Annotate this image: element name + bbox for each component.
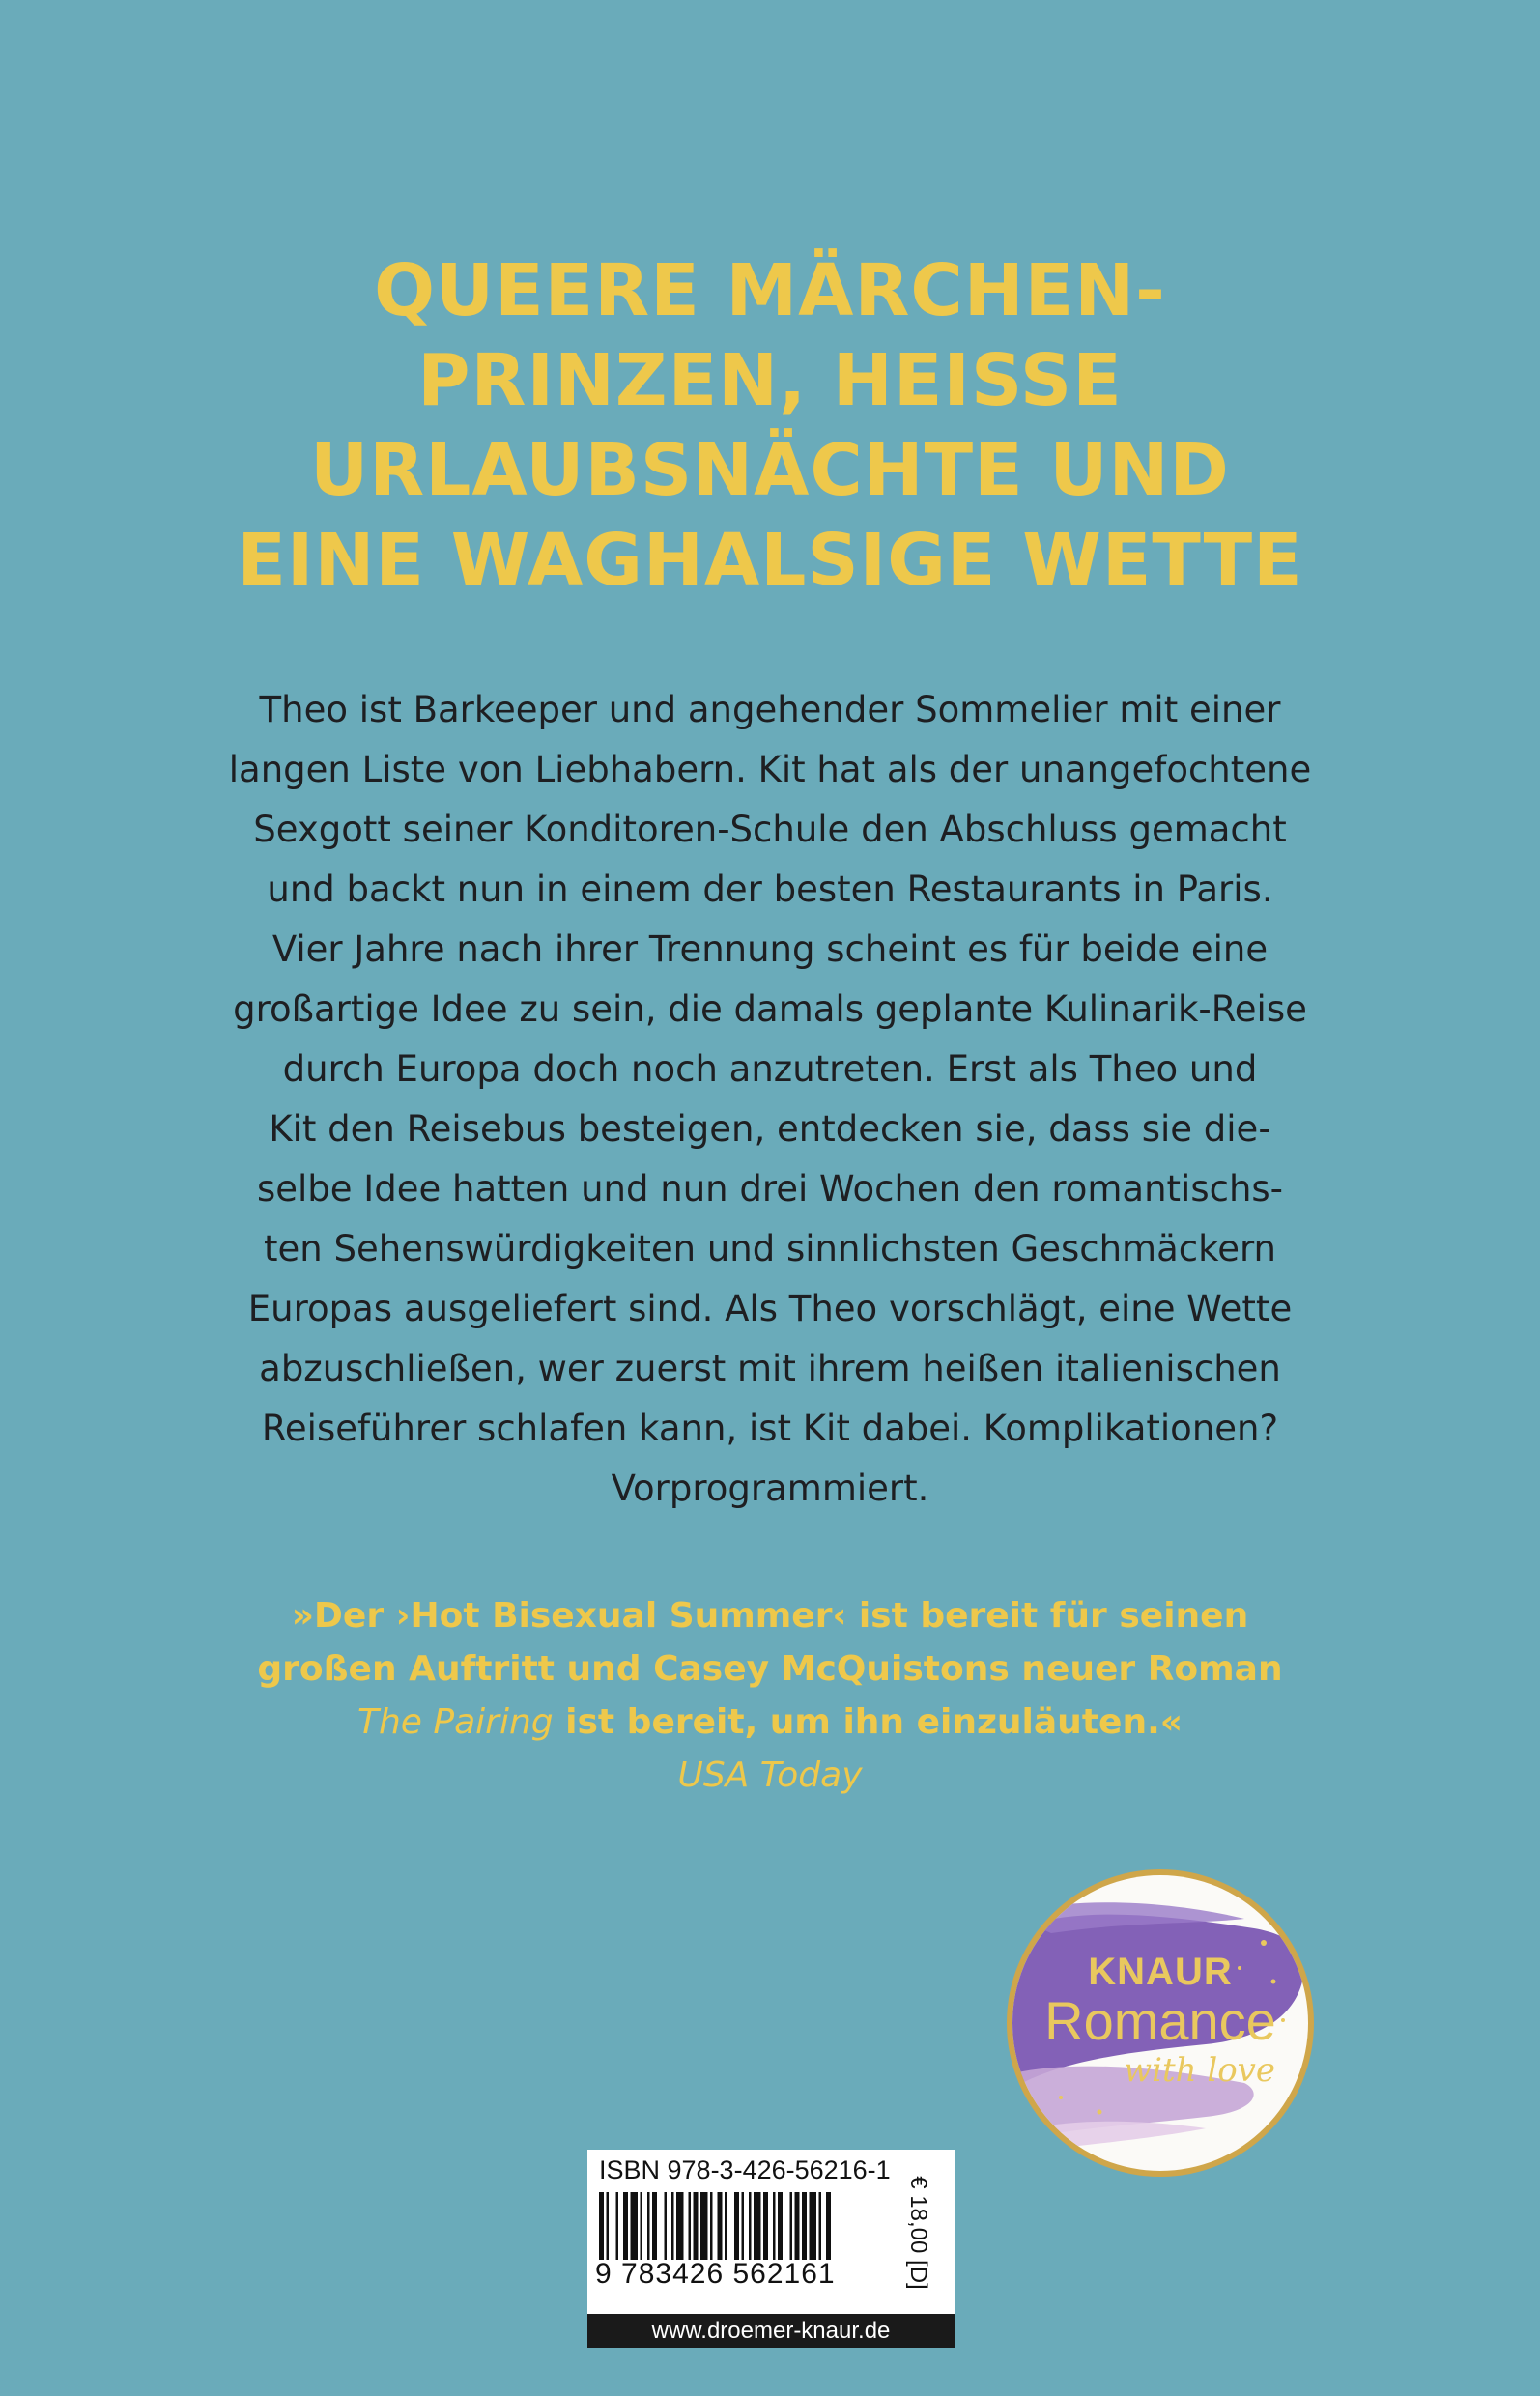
blurb-line: ten Sehenswürdigkeiten und sinnlichsten Geschmäckern [264, 1228, 1276, 1269]
barcode-bar [725, 2192, 727, 2260]
barcode-bar [631, 2192, 639, 2260]
barcode-bar [710, 2192, 713, 2260]
barcode-bar [773, 2192, 776, 2260]
quote-source: USA Today [677, 1755, 863, 1795]
barcode-bar [810, 2192, 817, 2260]
blurb-line: Vier Jahre nach ihrer Trennung scheint es für beide eine [271, 928, 1269, 970]
headline-line: QUEERE MÄRCHEN- [374, 249, 1166, 332]
barcode-bar [754, 2192, 761, 2260]
blurb-line: durch Europa doch noch anzutreten. Erst als Theo und [282, 1048, 1258, 1090]
barcode-bar [795, 2192, 800, 2260]
barcode-bar [694, 2192, 699, 2260]
barcode-bar [616, 2192, 619, 2260]
barcode-bar [671, 2192, 674, 2260]
quote-line [145, 1696, 1395, 1749]
barcode-bar [652, 2192, 657, 2260]
barcode-bar [599, 2192, 604, 2260]
barcode-bar [763, 2192, 768, 2260]
barcode-bar [819, 2192, 822, 2260]
blurb-line: Reiseführer schlafen kann, ist Kit dabei. Komplikationen? [261, 1408, 1279, 1449]
blurb-line: Sexgott seiner Konditoren-Schule den Abschluss gemacht [253, 809, 1287, 850]
review-quote [145, 1589, 1395, 1802]
barcode-digits: 9 783426 562161 [595, 2258, 836, 2290]
barcode-bar [742, 2192, 745, 2260]
barcode-bar [749, 2192, 752, 2260]
blurb-line: abzuschließen, wer zuerst mit ihrem heißen italienischen [259, 1348, 1281, 1389]
headline-line: PRINZEN, HEISSE [417, 339, 1123, 422]
headline-line: URLAUBSNÄCHTE UND [310, 429, 1230, 512]
barcode-bar [778, 2192, 783, 2260]
barcode-bar [700, 2192, 708, 2260]
blurb-line: langen Liste von Liebhabern. Kit hat als der unangefochtene [228, 749, 1312, 790]
barcode-bar [607, 2192, 610, 2260]
barcode-bar [641, 2192, 643, 2260]
barcode-bar [689, 2192, 692, 2260]
quote-line: »Der ›Hot Bisexual Summer‹ ist bereit für seinen [291, 1596, 1249, 1636]
blurb-line: Theo ist Barkeeper und angehender Sommelier mit einer [259, 689, 1281, 730]
publisher-url: www.droemer-knaur.de [587, 2314, 955, 2348]
badge-line: Romance [1044, 1990, 1276, 2051]
quote-line-rest: ist bereit, um ihn einzuläuten.« [553, 1702, 1183, 1742]
price-label: € 18,00 [D] [905, 2176, 931, 2290]
barcode-bar [790, 2192, 793, 2260]
blurb-line: großartige Idee zu sein, die damals geplante Kulinarik-Reise [233, 988, 1307, 1030]
barcode-graphic [599, 2192, 889, 2260]
isbn-text: ISBN 978-3-426-56216-1 [599, 2155, 891, 2184]
blurb-line: selbe Idee hatten und nun drei Wochen den romantischs- [256, 1168, 1284, 1210]
blurb-line: Vorprogrammiert. [611, 1468, 929, 1509]
badge-brand: KNAUR [1088, 1951, 1233, 1993]
barcode-bar [802, 2192, 807, 2260]
barcode-bar [676, 2192, 684, 2260]
barcode-bar [718, 2192, 723, 2260]
headline-line: EINE WAGHALSIGE WETTE [237, 519, 1303, 602]
badge-tagline: with love [1123, 2051, 1275, 2090]
blurb-text [145, 680, 1395, 1519]
barcode-bar [826, 2192, 831, 2260]
knaur-romance-badge [1007, 1869, 1314, 2177]
barcode-panel [587, 2150, 955, 2348]
barcode-bar [647, 2192, 650, 2260]
blurb-line: Europas ausgeliefert sind. Als Theo vorschlägt, eine Wette [247, 1288, 1293, 1329]
barcode-bar [665, 2192, 668, 2260]
barcode-bar [734, 2192, 739, 2260]
blurb-line: Kit den Reisebus besteigen, entdecken sie, dass sie die- [269, 1108, 1271, 1150]
badge-face [1012, 1875, 1308, 2171]
headline [155, 246, 1385, 606]
barcode-bar [623, 2192, 628, 2260]
quote-line: großen Auftritt und Casey McQuistons neuer Roman [257, 1649, 1283, 1689]
book-title: The Pairing [356, 1702, 554, 1742]
blurb-line: und backt nun in einem der besten Restaurants in Paris. [267, 869, 1273, 910]
